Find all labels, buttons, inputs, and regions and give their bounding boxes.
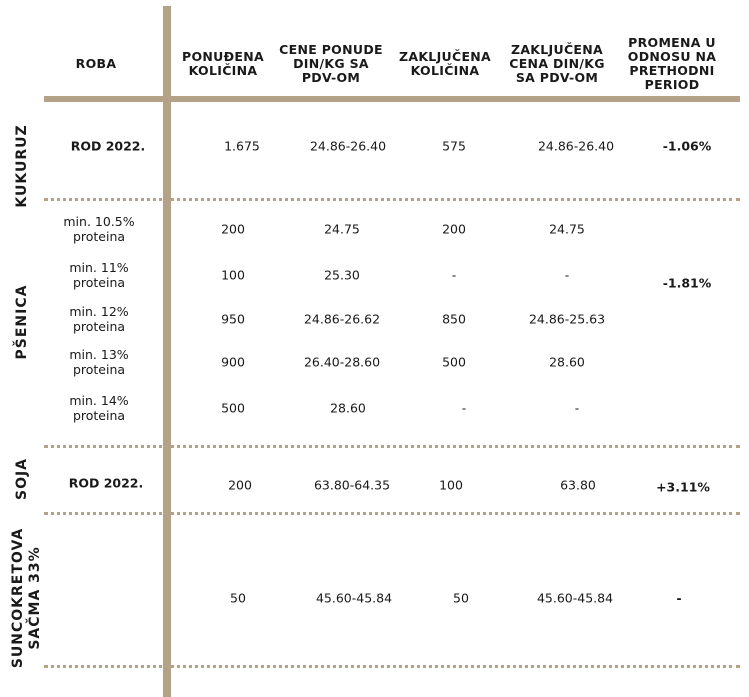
group-label-suncokret: SUNCOKRETOVA SAČMA 33% xyxy=(10,527,43,669)
cell-cene: 28.60 xyxy=(330,400,366,416)
cell-zakljucena: 850 xyxy=(442,311,466,327)
dotted-divider-psenica xyxy=(44,445,740,448)
cell-ponudjena: 100 xyxy=(221,267,245,283)
cell-roba: min. 11% proteina xyxy=(69,260,129,290)
dotted-divider-kukuruz xyxy=(44,198,740,201)
header-promena: PROMENA U ODNOSU NA PRETHODNI PERIOD xyxy=(627,35,717,92)
cell-cene: 24.75 xyxy=(324,221,360,237)
promena-psenica: -1.81% xyxy=(662,275,712,291)
cell-cene: 24.86-26.62 xyxy=(303,311,381,327)
cell-zakljucena: 575 xyxy=(442,138,466,154)
group-label-psenica: PŠENICA xyxy=(14,284,30,360)
vertical-divider xyxy=(163,6,171,697)
cell-ponudjena: 500 xyxy=(221,400,245,416)
header-divider xyxy=(44,96,740,102)
promena-soja: +3.11% xyxy=(656,479,710,495)
cell-roba: ROD 2022. xyxy=(70,138,146,154)
cell-roba: min. 13% proteina xyxy=(69,347,129,377)
header-cene-ponude: CENE PONUDE DIN/KG SA PDV-OM xyxy=(279,42,383,85)
cell-roba: min. 10.5% proteina xyxy=(63,214,135,244)
cell-zakljucena: - xyxy=(451,267,457,283)
group-label-soja: SOJA xyxy=(14,457,30,501)
cell-zakljucena: - xyxy=(461,400,467,416)
cell-zak-cena: 28.60 xyxy=(549,354,585,370)
cell-cene: 26.40-28.60 xyxy=(303,354,381,370)
cell-zak-cena: - xyxy=(564,267,570,283)
header-roba: ROBA xyxy=(75,56,117,71)
cell-roba: min. 12% proteina xyxy=(69,304,129,334)
header-zakljucena-cena: ZAKLJUČENA CENA DIN/KG SA PDV-OM xyxy=(509,42,605,85)
cell-zak-cena: - xyxy=(574,400,580,416)
promena-kukuruz: -1.06% xyxy=(662,138,712,154)
promena-suncokret: - xyxy=(676,590,682,606)
cell-zak-cena: 63.80 xyxy=(560,477,596,493)
header-ponudjena: PONUĐENA KOLIČINA xyxy=(182,49,264,78)
cell-ponudjena: 200 xyxy=(221,221,245,237)
cell-cene: 45.60-45.84 xyxy=(315,590,393,606)
cell-zak-cena: 24.75 xyxy=(549,221,585,237)
group-label-kukuruz: KUKURUZ xyxy=(14,124,30,208)
cell-zakljucena: 50 xyxy=(453,590,469,606)
dotted-divider-soja xyxy=(44,512,740,515)
cell-zakljucena: 200 xyxy=(442,221,466,237)
cell-ponudjena: 1.675 xyxy=(224,138,260,154)
cell-ponudjena: 50 xyxy=(230,590,246,606)
cell-zak-cena: 45.60-45.84 xyxy=(536,590,614,606)
cell-zakljucena: 100 xyxy=(439,477,463,493)
cell-ponudjena: 900 xyxy=(221,354,245,370)
header-zakljucena: ZAKLJUČENA KOLIČINA xyxy=(398,49,492,78)
cell-cene: 24.86-26.40 xyxy=(309,138,387,154)
cell-cene: 63.80-64.35 xyxy=(313,477,391,493)
cell-roba: min. 14% proteina xyxy=(69,393,129,423)
cell-roba: ROD 2022. xyxy=(68,475,144,491)
dotted-divider-suncokret xyxy=(44,665,740,668)
cell-zak-cena: 24.86-25.63 xyxy=(528,311,606,327)
cell-ponudjena: 950 xyxy=(221,311,245,327)
cell-ponudjena: 200 xyxy=(228,477,252,493)
cell-zak-cena: 24.86-26.40 xyxy=(537,138,615,154)
cell-cene: 25.30 xyxy=(324,267,360,283)
cell-zakljucena: 500 xyxy=(442,354,466,370)
